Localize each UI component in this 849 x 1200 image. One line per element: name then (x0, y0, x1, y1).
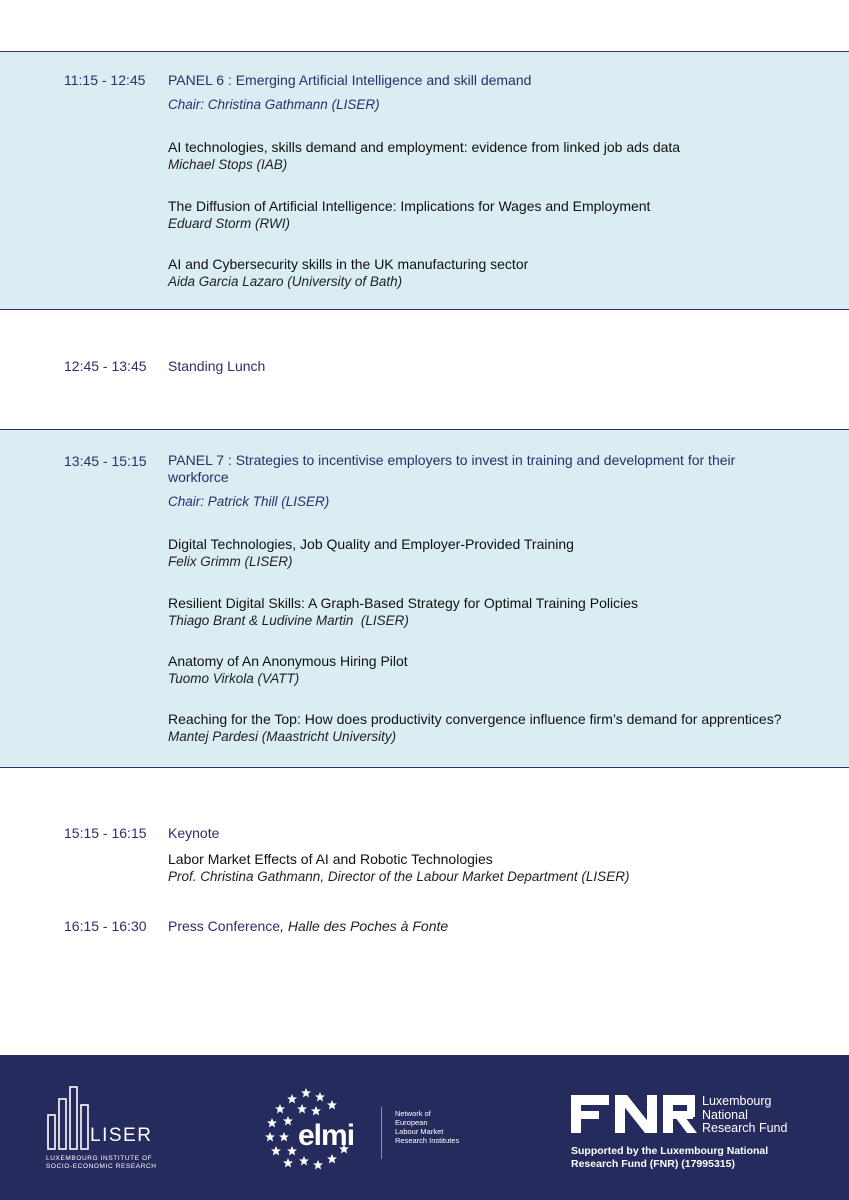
fnr-support-line: Research Fund (FNR) (17995315) (571, 1158, 735, 1170)
panel-7-talk (168, 595, 808, 629)
talk-author: Thiago Brant & Ludivine Martin (LISER) (168, 613, 409, 628)
keynote-time: 15:15 - 16:15 (64, 825, 147, 841)
talk-title: The Diffusion of Artificial Intelligence: Implications for Wages and Employment (168, 198, 651, 214)
fnr-support-line: Supported by the Luxembourg National (571, 1145, 769, 1157)
elmi-description (395, 1109, 459, 1145)
talk-author: Felix Grimm (LISER) (168, 554, 293, 569)
panel-6-talk (168, 256, 808, 290)
panel-6-talk (168, 139, 808, 173)
fnr-name (702, 1095, 787, 1136)
elmi-line: Labour Market (395, 1127, 444, 1136)
panel-7-title: PANEL 7 : Strategies to incentivise employers to invest in training and development for their workforce (168, 452, 736, 485)
talk-title: AI and Cybersecurity skills in the UK manufacturing sector (168, 256, 529, 272)
talk-author: Michael Stops (IAB) (168, 157, 288, 172)
panel-6-talk (168, 198, 808, 232)
panel-7-talk (168, 536, 808, 570)
panel-7-chair: Chair: Patrick Thill (LISER) (168, 494, 330, 509)
liser-subtitle-line: LUXEMBOURG INSTITUTE OF (46, 1155, 153, 1162)
elmi-line: Research Institutes (395, 1136, 460, 1145)
lunch-time: 12:45 - 13:45 (64, 358, 147, 374)
press-location: , Halle des Poches à Fonte (280, 918, 449, 934)
press-time: 16:15 - 16:30 (64, 918, 147, 934)
liser-subtitle (46, 1155, 157, 1171)
panel-7-talk (168, 711, 828, 745)
talk-title: AI technologies, skills demand and employment: evidence from linked job ads data (168, 139, 681, 155)
elmi-name: elmi (298, 1119, 355, 1152)
panel-7-talk (168, 653, 808, 687)
elmi-line: European (395, 1118, 428, 1127)
talk-author: Prof. Christina Gathmann, Director of the Labour Market Department (LISER) (168, 869, 630, 884)
fnr-mark-icon (571, 1095, 697, 1135)
panel-6-chair: Chair: Christina Gathmann (LISER) (168, 97, 380, 112)
talk-title: Labor Market Effects of AI and Robotic Technologies (168, 851, 493, 867)
lunch-title: Standing Lunch (168, 358, 266, 374)
liser-subtitle-line: SOCIO-ECONOMIC RESEARCH (46, 1163, 157, 1170)
keynote-talk (168, 851, 808, 885)
talk-author: Eduard Storm (RWI) (168, 216, 291, 231)
liser-name: LISER (90, 1125, 153, 1146)
press-title: Press Conference (168, 918, 281, 934)
talk-title: Digital Technologies, Job Quality and Employer-Provided Training (168, 536, 574, 552)
fnr-name-line: Research Fund (702, 1121, 788, 1135)
talk-author: Tuomo Virkola (VATT) (168, 671, 300, 686)
fnr-support-text (571, 1145, 768, 1171)
panel-6-time: 11:15 - 12:45 (64, 72, 146, 88)
footer (0, 1055, 849, 1200)
elmi-divider (381, 1107, 382, 1159)
fnr-name-line: Luxembourg (702, 1094, 772, 1108)
panel-6-title: PANEL 6 : Emerging Artificial Intelligence and skill demand (168, 72, 532, 88)
keynote-title: Keynote (168, 825, 220, 841)
liser-bars-icon (46, 1085, 96, 1151)
press-line (168, 918, 788, 935)
talk-author: Aida Garcia Lazaro (University of Bath) (168, 274, 403, 289)
talk-author: Mantej Pardesi (Maastricht University) (168, 729, 397, 744)
panel-7-time: 13:45 - 15:15 (64, 453, 147, 469)
elmi-line: Network of (395, 1109, 431, 1118)
fnr-logo (571, 1095, 811, 1185)
talk-title: Anatomy of An Anonymous Hiring Pilot (168, 653, 408, 669)
elmi-logo (262, 1087, 472, 1167)
talk-title: Resilient Digital Skills: A Graph-Based Strategy for Optimal Training Policies (168, 595, 638, 611)
fnr-name-line: National (702, 1107, 748, 1122)
liser-logo (46, 1085, 157, 1175)
talk-title: Reaching for the Top: How does productivity convergence influence firm’s demand for apprentices? (168, 711, 782, 727)
